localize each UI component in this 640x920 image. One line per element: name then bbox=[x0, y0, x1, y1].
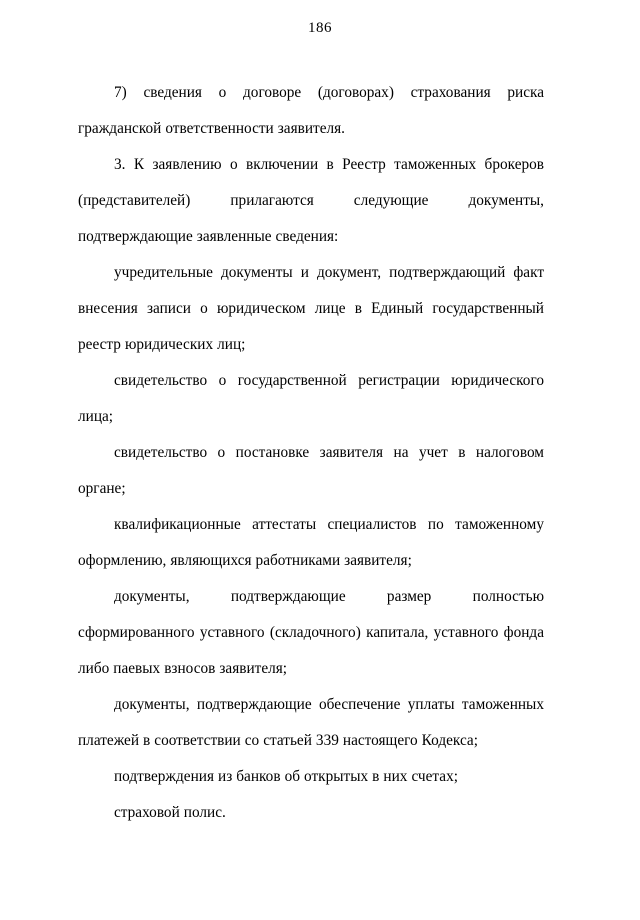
paragraph-6: квалификационные аттестаты специалистов по таможенному оформлению, являющихся работниками заявителя; bbox=[78, 516, 544, 569]
page-number: 186 bbox=[308, 20, 332, 36]
paragraph-3: учредительные документы и документ, подтверждающий факт внесения записи о юридическом лице в Единый государственный реестр юридических лиц; bbox=[78, 264, 544, 353]
document-body bbox=[0, 75, 640, 831]
document-page bbox=[0, 20, 640, 920]
paragraph-10: страховой полис. bbox=[114, 804, 226, 821]
paragraph-5: свидетельство о постановке заявителя на учет в налоговом органе; bbox=[78, 444, 544, 497]
paragraph-7: документы, подтверждающие размер полностью сформированного уставного (складочного) капитала, уставного фонда либо паевых взносов заявителя; bbox=[78, 588, 544, 677]
paragraph-8: документы, подтверждающие обеспечение уплаты таможенных платежей в соответствии со статьей 339 настоящего Кодекса; bbox=[78, 696, 544, 749]
paragraph-4: свидетельство о государственной регистрации юридического лица; bbox=[78, 372, 544, 425]
paragraph-9: подтверждения из банков об открытых в них счетах; bbox=[114, 768, 458, 785]
paragraph-1: 7) сведения о договоре (договорах) страхования риска гражданской ответственности заявителя. bbox=[78, 84, 544, 137]
paragraph-2: 3. К заявлению о включении в Реестр таможенных брокеров (представителей) прилагаются следующие документы, подтверждающие заявленные сведения: bbox=[78, 156, 544, 245]
